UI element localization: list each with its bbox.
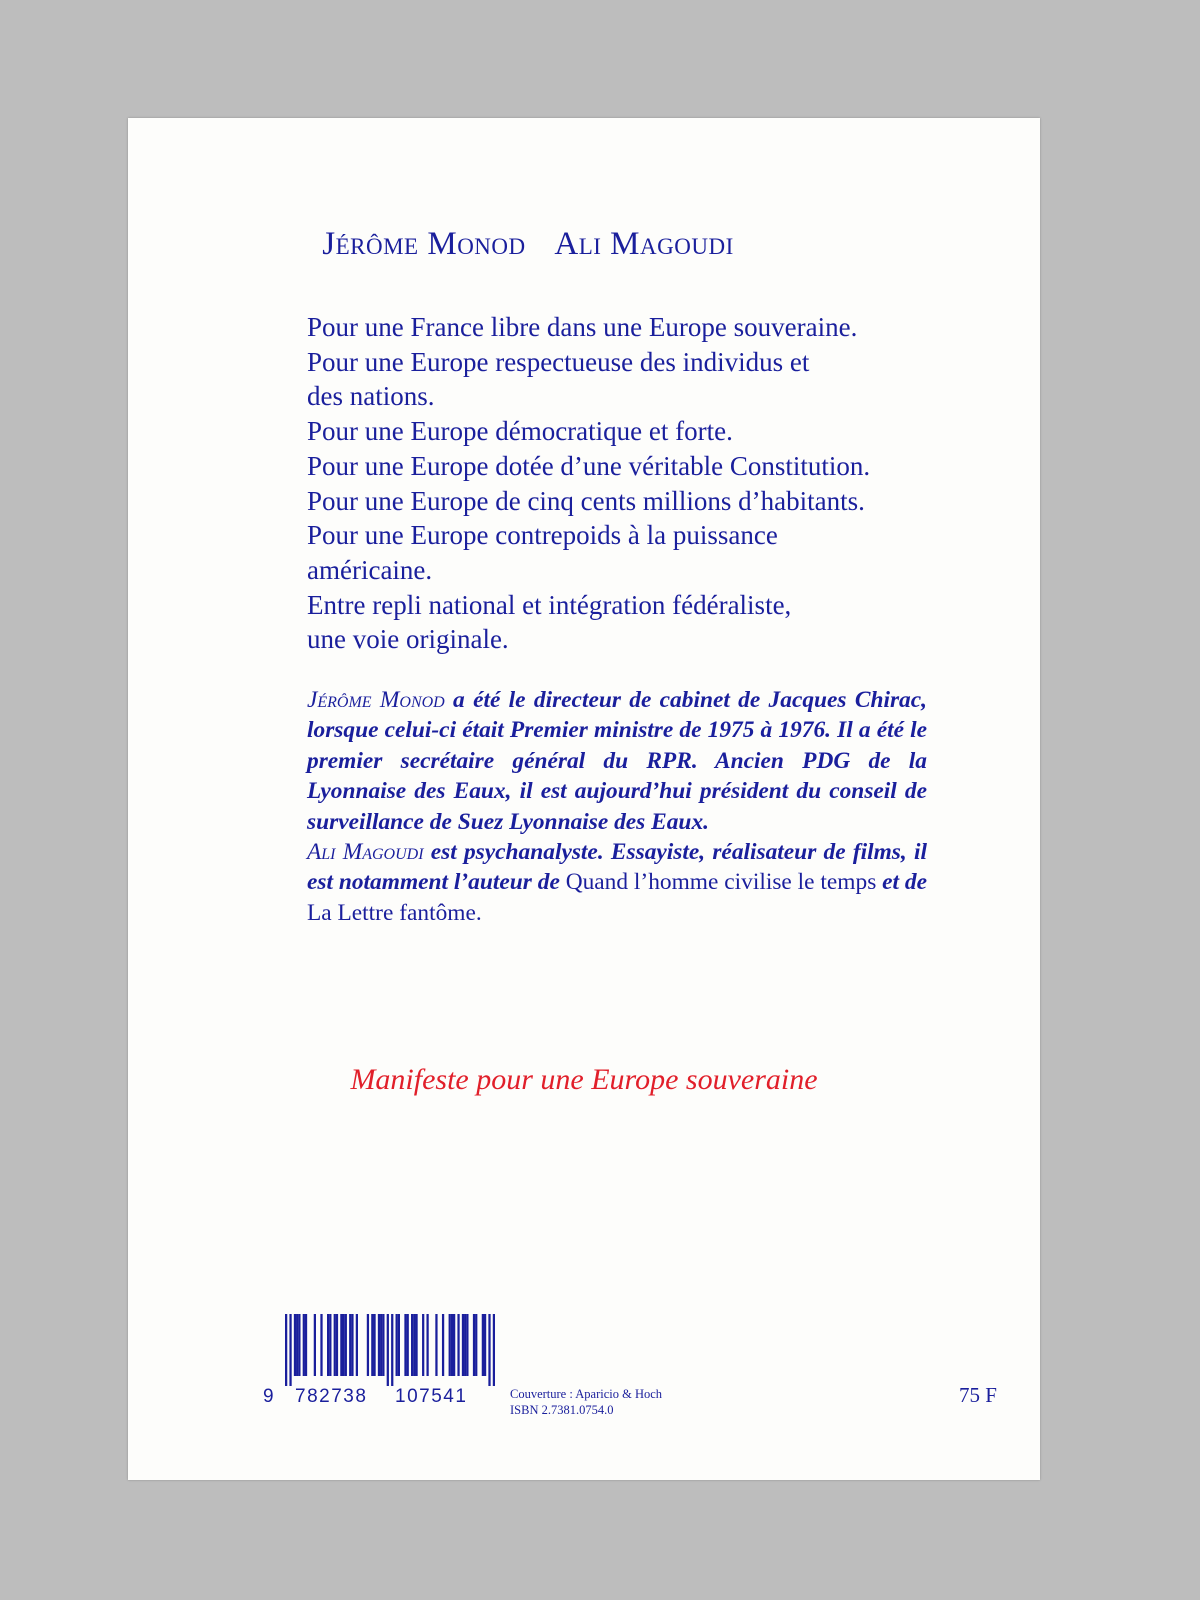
price: 75 F: [959, 1383, 997, 1407]
barcode-bar: [411, 1314, 413, 1376]
barcode-bar: [464, 1314, 466, 1376]
barcode-bar: [289, 1314, 291, 1386]
barcode-bar: [488, 1314, 490, 1386]
slogan-line: Pour une Europe contrepoids à la puissance: [307, 520, 778, 551]
barcode-bar: [457, 1314, 459, 1376]
barcode-bar: [426, 1314, 428, 1376]
author-ali-magoudi: Ali Magoudi: [554, 226, 734, 262]
barcode-group-2: 107541: [395, 1386, 468, 1407]
author-jerome-monod: Jérôme Monod: [322, 226, 526, 262]
isbn: ISBN 2.7381.0754.0: [510, 1403, 614, 1417]
barcode-bar: [453, 1314, 455, 1376]
barcode-bar: [462, 1314, 464, 1376]
barcode-bar: [373, 1314, 375, 1376]
barcode-bar: [351, 1314, 353, 1376]
barcode-bar: [473, 1314, 475, 1376]
barcode-bar: [320, 1314, 322, 1376]
barcode-bar: [422, 1314, 424, 1376]
slogan-line: Pour une Europe respectueuse des individus et: [307, 346, 810, 377]
barcode-bar: [305, 1314, 307, 1376]
barcode-bar: [387, 1314, 389, 1386]
credits: [510, 1386, 662, 1418]
barcode-bar: [391, 1314, 393, 1386]
barcode-lead-digit: 9: [263, 1386, 274, 1407]
barcode-bar: [334, 1314, 336, 1376]
bio-jerome-monod: [307, 685, 927, 837]
slogan-line: Pour une Europe démocratique et forte.: [307, 416, 733, 447]
slogan-line: américaine.: [307, 554, 433, 585]
barcode-bar: [314, 1314, 316, 1376]
barcode-bar: [398, 1314, 400, 1376]
barcode-bar: [380, 1314, 382, 1376]
barcode-bar: [407, 1314, 409, 1376]
barcode-group-1: 782738: [295, 1386, 368, 1407]
slogan-line: une voie originale.: [307, 624, 509, 655]
barcode-bar: [466, 1314, 468, 1376]
barcode-bar: [415, 1314, 417, 1376]
barcode-bar: [413, 1314, 415, 1376]
barcode-bar: [367, 1314, 369, 1376]
slogan-list: [307, 310, 947, 657]
barcode-bar: [449, 1314, 451, 1376]
barcode-bar: [336, 1314, 338, 1376]
barcode-bar: [404, 1314, 406, 1376]
barcode-bar: [340, 1314, 342, 1376]
barcode-bar: [484, 1314, 486, 1376]
bio-monod-name: Jérôme Monod: [307, 687, 445, 713]
slogan-line: Pour une Europe dotée d’une véritable Constitution.: [307, 450, 871, 481]
barcode-bar: [475, 1314, 477, 1376]
barcode-digits: [263, 1386, 497, 1410]
bio-book-title-2: La Lettre fantôme: [307, 899, 476, 926]
barcode-bar: [296, 1314, 298, 1376]
barcode-bar: [451, 1314, 453, 1376]
barcode-bar: [482, 1314, 484, 1376]
author-biographies: [307, 685, 927, 928]
back-cover: [128, 118, 1040, 1480]
bio-magoudi-name: Ali Magoudi: [307, 839, 424, 866]
bio-ali-magoudi: [307, 837, 927, 928]
slogan-line: des nations.: [307, 381, 435, 412]
barcode-bar: [285, 1314, 287, 1386]
slogan-line: Entre repli national et intégration fédéraliste,: [307, 589, 792, 620]
bio-monod-text: a été le directeur de cabinet de Jacques Chirac, lorsque celui-ci était Premier ministre de 1975 à 1976. Il a été le premier secrétaire général du RPR. Ancien PDG de la Lyonnaise des Eaux, il est aujourd’hui président du conseil de surveillance de Suez Lyonnaise des Eaux.: [307, 687, 927, 835]
barcode-bar: [435, 1314, 437, 1376]
authors-heading: [128, 226, 928, 263]
bio-magoudi-text-2: et de: [876, 869, 927, 896]
barcode-bar: [303, 1314, 305, 1376]
barcode-bar: [345, 1314, 347, 1376]
barcode-bar: [294, 1314, 296, 1376]
book-title: Manifeste pour une Europe souveraine: [350, 1063, 818, 1096]
bio-book-title-1: Quand l’homme civilise le temps: [565, 869, 877, 896]
barcode-bar: [349, 1314, 351, 1376]
barcode-bar: [298, 1314, 300, 1376]
slogan-line: Pour une Europe de cinq cents millions d’habitants.: [307, 485, 865, 516]
barcode-bar: [371, 1314, 373, 1376]
cover-credit: Couverture : Aparicio & Hoch: [510, 1387, 663, 1401]
bio-magoudi-text: est psychanalyste. Essayiste, réalisateur de films, il est notamment l’auteur de: [307, 839, 927, 896]
slogan-line: Pour une France libre dans une Europe souveraine.: [307, 312, 858, 342]
barcode-bar: [396, 1314, 398, 1376]
barcode-bar: [382, 1314, 384, 1376]
barcode-bar: [442, 1314, 444, 1376]
barcode-bar: [329, 1314, 331, 1376]
barcode-icon: [285, 1314, 495, 1386]
barcode-bar: [493, 1314, 495, 1386]
barcode-bar: [327, 1314, 329, 1376]
bio-magoudi-text-3: .: [475, 899, 482, 926]
barcode-bar: [342, 1314, 344, 1376]
barcode-bar: [356, 1314, 358, 1376]
barcode-bar: [378, 1314, 380, 1376]
